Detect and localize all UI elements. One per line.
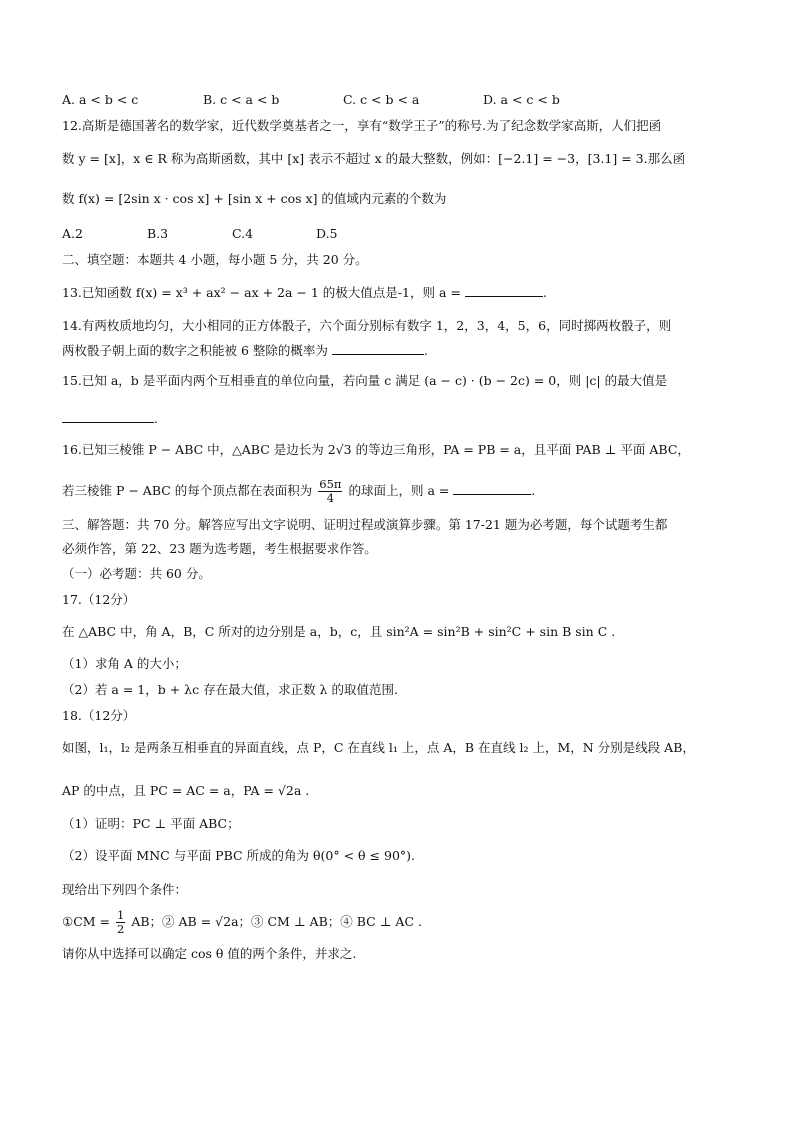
q18-heading: 18.（12分） — [62, 708, 136, 723]
q13-answer-blank[interactable] — [465, 284, 543, 297]
q18-line-2: AP 的中点，且 PC = AC = a，PA = √2a . — [62, 783, 310, 798]
q18-condition-fraction — [116, 909, 125, 936]
q14-end: . — [423, 343, 428, 358]
q16-text-a: 若三棱锥 P − ABC 的每个顶点都在表面积为 — [62, 483, 313, 498]
q18-conditions-intro: 现给出下列四个条件： — [62, 882, 188, 897]
q18-part-1: （1）证明：PC ⊥ 平面 ABC； — [62, 816, 240, 831]
q16-text-b: 的球面上，则 a = — [348, 483, 450, 498]
q16-answer-blank[interactable] — [453, 482, 531, 495]
q13-end: . — [542, 285, 547, 300]
q18-part-2: （2）设平面 MNC 与平面 PBC 所成的角为 θ(0° < θ ≤ 90°). — [62, 848, 415, 863]
section-3-line-1: 三、解答题：共 70 分。解答应写出文字说明、证明过程或演算步骤。第 17-21 题为必考题，每个试题考生都 — [62, 517, 668, 532]
q17-part-2: （2）若 a = 1，b + λc 存在最大值，求正数 λ 的取值范围. — [62, 682, 398, 697]
q18-ask: 请你从中选择可以确定 cos θ 值的两个条件，并求之. — [62, 946, 357, 961]
q11-option-b: B. c < a < b — [203, 92, 280, 107]
section-3-required: （一）必考题：共 60 分。 — [62, 566, 211, 581]
q13 — [62, 284, 547, 301]
q11-option-d: D. a < c < b — [483, 92, 560, 107]
q16-line-2 — [62, 474, 535, 508]
q12-option-a: A.2 — [62, 226, 83, 241]
q11-option-a: A. a < b < c — [62, 92, 139, 107]
q12-option-d: D.5 — [316, 226, 338, 241]
q17-part-1: （1）求角 A 的大小； — [62, 656, 187, 671]
q15-line-1: 15.已知 a，b 是平面内两个互相垂直的单位向量，若向量 c 满足 (a − c) · (b − 2c) = 0，则 |c| 的最大值是 — [62, 373, 668, 388]
q14-text: 两枚骰子朝上面的数字之积能被 6 整除的概率为 — [62, 343, 328, 358]
q17-heading: 17.（12分） — [62, 592, 136, 607]
q16-end: . — [531, 483, 536, 498]
q11-option-c: C. c < b < a — [343, 92, 420, 107]
q14-line-2 — [62, 342, 428, 359]
q15-line-2 — [62, 410, 158, 427]
q16-line-1: 16.已知三棱锥 P − ABC 中，△ABC 是边长为 2√3 的等边三角形，PA = PB = a，且平面 PAB ⊥ 平面 ABC， — [62, 442, 690, 457]
section-2-heading: 二、填空题：本题共 4 小题，每小题 5 分，共 20 分。 — [62, 252, 368, 267]
q12-line-3: 数 f(x) = [2sin x · cos x] + [sin x + cos x] 的值域内元素的个数为 — [62, 191, 447, 206]
q18-conditions — [62, 906, 422, 938]
q18-condition-rest: AB；② AB = √2a；③ CM ⊥ AB；④ BC ⊥ AC . — [131, 914, 422, 929]
q14-answer-blank[interactable] — [332, 342, 424, 355]
q18-condition-1-a: ①CM = — [62, 914, 111, 929]
q18-fraction-denominator: 2 — [117, 922, 125, 936]
q12-line-2: 数 y = [x]，x ∈ R 称为高斯函数，其中 [x] 表示不超过 x 的最大整数，例如：[−2.1] = −3，[3.1] = 3.那么函 — [62, 151, 686, 166]
q15-answer-blank[interactable] — [62, 410, 154, 423]
q13-text: 13.已知函数 f(x) = x³ + ax² − ax + 2a − 1 的极大值点是-1，则 a = — [62, 285, 461, 300]
q18-line-1: 如图，l₁，l₂ 是两条互相垂直的异面直线，点 P，C 在直线 l₁ 上，点 A，B 在直线 l₂ 上，M，N 分别是线段 AB， — [62, 740, 695, 755]
q12-option-b: B.3 — [147, 226, 169, 241]
q16-fraction-numerator: 65π — [319, 477, 342, 491]
q18-fraction-numerator: 1 — [117, 908, 125, 922]
q16-fraction — [318, 478, 342, 505]
q12-option-c: C.4 — [232, 226, 254, 241]
q12-line-1: 12.高斯是德国著名的数学家，近代数学奠基者之一，享有“数学王子”的称号.为了纪念数学家高斯，人们把函 — [62, 118, 662, 133]
q14-line-1: 14.有两枚质地均匀，大小相同的正方体骰子，六个面分别标有数字 1，2，3，4，5，6，同时掷两枚骰子，则 — [62, 318, 672, 333]
section-3-line-2: 必须作答，第 22、23 题为选考题，考生根据要求作答。 — [62, 541, 377, 556]
q16-fraction-denominator: 4 — [326, 491, 335, 505]
q15-end: . — [154, 411, 158, 426]
q17-stem: 在 △ABC 中，角 A，B，C 所对的边分别是 a，b，c，且 sin²A = sin²B + sin²C + sin B sin C . — [62, 624, 616, 639]
